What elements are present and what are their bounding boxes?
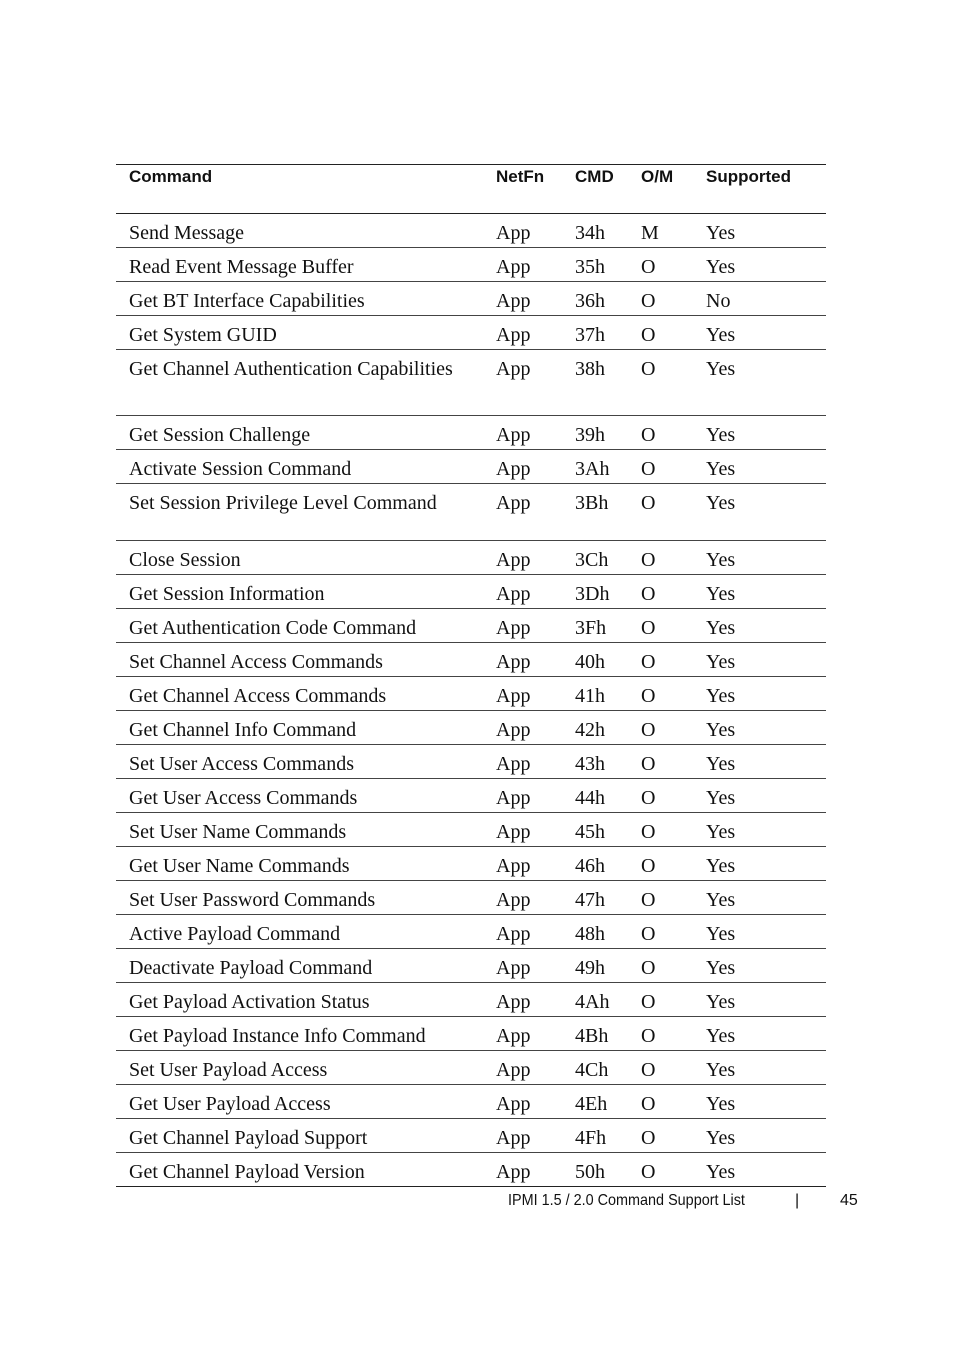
cell-command: Set User Name Commands: [116, 813, 496, 847]
table-row: [116, 643, 826, 677]
command-support-table: [116, 164, 826, 1187]
cell-supported: Yes: [706, 881, 826, 915]
cell-netfn: App: [496, 881, 575, 915]
cell-om: O: [641, 643, 706, 677]
cell-command: Get Session Challenge: [116, 416, 496, 450]
cell-netfn: App: [496, 1051, 575, 1085]
cell-cmd: 42h: [575, 711, 641, 745]
cell-command: Set Channel Access Commands: [116, 643, 496, 677]
cell-netfn: App: [496, 1153, 575, 1187]
cell-command: Get Channel Payload Support: [116, 1119, 496, 1153]
cell-supported: Yes: [706, 643, 826, 677]
table-row: [116, 282, 826, 316]
cell-cmd: 34h: [575, 214, 641, 248]
cell-command: Get User Access Commands: [116, 779, 496, 813]
table-body: [116, 214, 826, 1187]
cell-cmd: 46h: [575, 847, 641, 881]
cell-om: O: [641, 949, 706, 983]
cell-cmd: 49h: [575, 949, 641, 983]
table-row: [116, 350, 826, 416]
cell-command: Get User Name Commands: [116, 847, 496, 881]
table-row: [116, 484, 826, 541]
cell-netfn: App: [496, 1085, 575, 1119]
table-row: [116, 949, 826, 983]
cell-command: Get System GUID: [116, 316, 496, 350]
cell-supported: Yes: [706, 677, 826, 711]
cell-supported: Yes: [706, 214, 826, 248]
cell-cmd: 4Fh: [575, 1119, 641, 1153]
cell-command: Get Channel Access Commands: [116, 677, 496, 711]
header-command: Command: [116, 165, 496, 214]
table-row: [116, 1085, 826, 1119]
cell-supported: Yes: [706, 779, 826, 813]
cell-cmd: 44h: [575, 779, 641, 813]
cell-netfn: App: [496, 1119, 575, 1153]
table-row: [116, 677, 826, 711]
cell-om: O: [641, 609, 706, 643]
cell-cmd: 3Bh: [575, 484, 641, 541]
cell-om: O: [641, 541, 706, 575]
cell-supported: Yes: [706, 484, 826, 541]
cell-netfn: App: [496, 915, 575, 949]
cell-om: O: [641, 416, 706, 450]
table-row: [116, 575, 826, 609]
cell-netfn: App: [496, 316, 575, 350]
table-row: [116, 1119, 826, 1153]
cell-om: O: [641, 881, 706, 915]
cell-command: Set User Access Commands: [116, 745, 496, 779]
cell-supported: Yes: [706, 711, 826, 745]
header-netfn: NetFn: [496, 165, 575, 214]
cell-supported: Yes: [706, 1051, 826, 1085]
cell-cmd: 40h: [575, 643, 641, 677]
cell-command: Get Payload Instance Info Command: [116, 1017, 496, 1051]
cell-netfn: App: [496, 416, 575, 450]
cell-netfn: App: [496, 949, 575, 983]
header-cmd: CMD: [575, 165, 641, 214]
cell-command: Set User Password Commands: [116, 881, 496, 915]
cell-cmd: 4Ah: [575, 983, 641, 1017]
table-row: [116, 779, 826, 813]
cell-cmd: 4Eh: [575, 1085, 641, 1119]
cell-om: O: [641, 847, 706, 881]
cell-supported: Yes: [706, 350, 826, 416]
cell-supported: Yes: [706, 1153, 826, 1187]
cell-netfn: App: [496, 282, 575, 316]
cell-om: O: [641, 813, 706, 847]
cell-netfn: App: [496, 541, 575, 575]
cell-om: O: [641, 484, 706, 541]
cell-om: O: [641, 1017, 706, 1051]
table-row: [116, 1017, 826, 1051]
cell-cmd: 4Ch: [575, 1051, 641, 1085]
cell-supported: No: [706, 282, 826, 316]
table-row: [116, 248, 826, 282]
table-row: [116, 541, 826, 575]
cell-supported: Yes: [706, 609, 826, 643]
table-row: [116, 847, 826, 881]
table-row: [116, 881, 826, 915]
cell-supported: Yes: [706, 915, 826, 949]
table-row: [116, 450, 826, 484]
header-om: O/M: [641, 165, 706, 214]
cell-om: O: [641, 983, 706, 1017]
cell-cmd: 43h: [575, 745, 641, 779]
cell-command: Get Session Information: [116, 575, 496, 609]
cell-netfn: App: [496, 450, 575, 484]
table-row: [116, 915, 826, 949]
cell-command: Close Session: [116, 541, 496, 575]
cell-command: Get BT Interface Capabilities: [116, 282, 496, 316]
cell-cmd: 3Ch: [575, 541, 641, 575]
cell-om: O: [641, 745, 706, 779]
cell-cmd: 39h: [575, 416, 641, 450]
page-number: 45: [840, 1192, 858, 1209]
cell-om: O: [641, 1119, 706, 1153]
cell-netfn: App: [496, 813, 575, 847]
table-row: [116, 711, 826, 745]
cell-netfn: App: [496, 484, 575, 541]
cell-netfn: App: [496, 983, 575, 1017]
cell-cmd: 41h: [575, 677, 641, 711]
cell-om: M: [641, 214, 706, 248]
cell-om: O: [641, 1051, 706, 1085]
cell-supported: Yes: [706, 416, 826, 450]
cell-om: O: [641, 248, 706, 282]
cell-supported: Yes: [706, 813, 826, 847]
table-row: [116, 316, 826, 350]
command-table-container: [116, 164, 826, 1187]
cell-command: Get Payload Activation Status: [116, 983, 496, 1017]
table-row: [116, 416, 826, 450]
footer-document-title: IPMI 1.5 / 2.0 Command Support List: [508, 1192, 745, 1209]
cell-om: O: [641, 1153, 706, 1187]
cell-command: Send Message: [116, 214, 496, 248]
cell-cmd: 47h: [575, 881, 641, 915]
cell-cmd: 35h: [575, 248, 641, 282]
cell-supported: Yes: [706, 575, 826, 609]
cell-om: O: [641, 575, 706, 609]
cell-command: Get Channel Authentication Capabilities: [116, 350, 496, 416]
cell-supported: Yes: [706, 1085, 826, 1119]
cell-om: O: [641, 1085, 706, 1119]
cell-netfn: App: [496, 779, 575, 813]
cell-cmd: 3Ah: [575, 450, 641, 484]
cell-netfn: App: [496, 643, 575, 677]
cell-netfn: App: [496, 847, 575, 881]
cell-supported: Yes: [706, 450, 826, 484]
cell-cmd: 48h: [575, 915, 641, 949]
cell-om: O: [641, 316, 706, 350]
cell-netfn: App: [496, 575, 575, 609]
cell-supported: Yes: [706, 847, 826, 881]
cell-command: Get User Payload Access: [116, 1085, 496, 1119]
cell-netfn: App: [496, 677, 575, 711]
cell-command: Read Event Message Buffer: [116, 248, 496, 282]
table-header-row: [116, 165, 826, 214]
cell-netfn: App: [496, 1017, 575, 1051]
cell-command: Set Session Privilege Level Command: [116, 484, 496, 541]
table-row: [116, 1153, 826, 1187]
cell-om: O: [641, 915, 706, 949]
cell-supported: Yes: [706, 745, 826, 779]
cell-om: O: [641, 711, 706, 745]
cell-supported: Yes: [706, 949, 826, 983]
cell-command: Active Payload Command: [116, 915, 496, 949]
cell-supported: Yes: [706, 1017, 826, 1051]
cell-cmd: 37h: [575, 316, 641, 350]
cell-cmd: 3Dh: [575, 575, 641, 609]
cell-supported: Yes: [706, 983, 826, 1017]
table-row: [116, 214, 826, 248]
cell-supported: Yes: [706, 248, 826, 282]
cell-netfn: App: [496, 350, 575, 416]
cell-netfn: App: [496, 248, 575, 282]
cell-command: Get Channel Info Command: [116, 711, 496, 745]
cell-cmd: 45h: [575, 813, 641, 847]
cell-om: O: [641, 350, 706, 416]
table-row: [116, 609, 826, 643]
cell-om: O: [641, 677, 706, 711]
table-row: [116, 1051, 826, 1085]
cell-netfn: App: [496, 711, 575, 745]
cell-supported: Yes: [706, 541, 826, 575]
table-row: [116, 983, 826, 1017]
header-supported: Supported: [706, 165, 826, 214]
cell-cmd: 36h: [575, 282, 641, 316]
cell-cmd: 50h: [575, 1153, 641, 1187]
cell-command: Get Authentication Code Command: [116, 609, 496, 643]
cell-command: Get Channel Payload Version: [116, 1153, 496, 1187]
cell-supported: Yes: [706, 316, 826, 350]
cell-cmd: 4Bh: [575, 1017, 641, 1051]
table-row: [116, 813, 826, 847]
cell-command: Set User Payload Access: [116, 1051, 496, 1085]
cell-om: O: [641, 282, 706, 316]
cell-cmd: 38h: [575, 350, 641, 416]
cell-netfn: App: [496, 214, 575, 248]
cell-netfn: App: [496, 609, 575, 643]
cell-command: Activate Session Command: [116, 450, 496, 484]
footer-separator: |: [795, 1192, 800, 1209]
page-footer: [508, 1192, 858, 1216]
cell-cmd: 3Fh: [575, 609, 641, 643]
cell-command: Deactivate Payload Command: [116, 949, 496, 983]
cell-om: O: [641, 450, 706, 484]
cell-netfn: App: [496, 745, 575, 779]
cell-om: O: [641, 779, 706, 813]
cell-supported: Yes: [706, 1119, 826, 1153]
table-row: [116, 745, 826, 779]
